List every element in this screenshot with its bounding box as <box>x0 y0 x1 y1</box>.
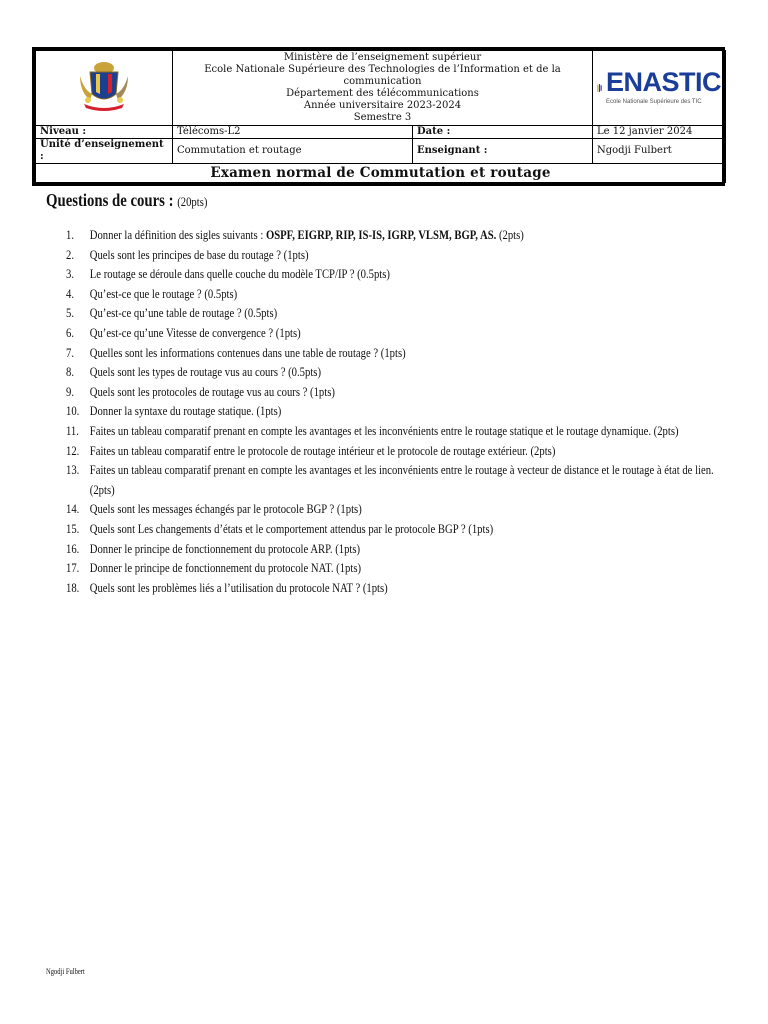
question-text: Faites un tableau comparatif prenant en compte les avantages et les inconvénients entre le routage statique et le routage dynamique. (2pts) <box>89 422 679 438</box>
question-number: 15. <box>66 520 80 536</box>
question-number: 18. <box>66 579 80 595</box>
question-number: 16. <box>66 540 80 556</box>
question-text: Faites un tableau comparatif entre le protocole de routage intérieur et le protocole de routage extérieur. (2pts) <box>89 442 556 458</box>
question-text: Quels sont les messages échangés par le protocole BGP ? (1pts) <box>89 501 362 517</box>
question-text: Quels sont les problèmes liés a l’utilisation du protocole NAT ? (1pts) <box>89 579 388 595</box>
list-item <box>66 421 714 441</box>
question-text: Faites un tableau comparatif prenant en compte les avantages et les inconvénients entre le routage à vecteur de distance et le routage à état de lien. (2pts) <box>89 462 714 497</box>
enastic-subtitle: Ecole Nationale Supérieure des TIC <box>605 98 702 105</box>
question-acronyms: OSPF, EIGRP, RIP, IS-IS, IGRP, VLSM, BGP, AS. <box>265 227 497 242</box>
list-item <box>66 539 714 559</box>
enastic-logo-cell <box>593 51 726 126</box>
question-text: Donner le principe de fonctionnement du protocole NAT. (1pts) <box>89 560 362 576</box>
enastic-mark-icon <box>597 72 602 104</box>
section-title-text: Questions de cours : <box>46 190 174 210</box>
section-points: (20pts) <box>177 194 208 209</box>
list-item <box>66 558 714 578</box>
footer-author: Ngodji Fulbert <box>46 967 85 976</box>
list-item <box>66 284 714 304</box>
question-number: 10. <box>66 403 80 419</box>
question-number: 14. <box>66 501 80 517</box>
list-item <box>66 441 714 461</box>
question-number: 4. <box>66 285 74 301</box>
list-item <box>66 519 714 539</box>
list-item <box>66 245 714 265</box>
question-number: 2. <box>66 246 74 262</box>
unite-value: Commutation et routage <box>173 139 413 164</box>
institution-block <box>173 51 593 126</box>
list-item <box>66 323 714 343</box>
section-title <box>46 190 207 211</box>
question-text: Qu’est-ce que le routage ? (0.5pts) <box>89 285 238 301</box>
question-text <box>90 225 714 245</box>
question-text: Le routage se déroule dans quelle couche du modèle TCP/IP ? (0.5pts) <box>89 266 390 282</box>
list-item <box>66 460 714 499</box>
list-item <box>66 401 714 421</box>
list-item <box>66 382 714 402</box>
question-text: Quels sont les protocoles de routage vus au cours ? (1pts) <box>89 383 335 399</box>
school-line-cont: communication <box>343 76 422 87</box>
enseignant-label: Enseignant : <box>413 139 593 164</box>
question-number: 5. <box>66 305 74 321</box>
question-number: 3. <box>66 266 74 282</box>
school-line: Ecole Nationale Supérieure des Technologies de l’Information et de la <box>204 64 561 75</box>
list-item <box>66 303 714 323</box>
semester-line: Semestre 3 <box>353 112 412 123</box>
question-text: Qu’est-ce qu’une Vitesse de convergence ? (1pts) <box>89 324 301 340</box>
date-label: Date : <box>413 126 593 139</box>
list-item <box>66 578 714 598</box>
list-item <box>66 362 714 382</box>
list-item <box>66 264 714 284</box>
question-number: 13. <box>66 462 80 478</box>
question-number: 1. <box>66 227 74 242</box>
list-item <box>66 499 714 519</box>
question-number: 6. <box>66 324 74 340</box>
question-text: Donner le principe de fonctionnement du protocole ARP. (1pts) <box>89 540 361 556</box>
coat-of-arms-cell <box>36 51 173 126</box>
unite-label: Unité d’enseignement : <box>36 139 173 164</box>
question-number: 11. <box>66 422 79 438</box>
question-number: 9. <box>66 383 74 399</box>
question-points: (2pts) <box>496 227 524 242</box>
question-text: Donner la syntaxe du routage statique. (1pts) <box>89 403 282 419</box>
question-number: 17. <box>66 560 80 576</box>
exam-title: Examen normal de Commutation et routage <box>36 164 726 183</box>
exam-header <box>32 47 725 186</box>
question-text: Quels sont les principes de base du routage ? (1pts) <box>89 246 309 262</box>
department-line: Département des télécommunications <box>286 88 479 99</box>
question-number: 7. <box>66 344 74 360</box>
academic-year-line: Année universitaire 2023-2024 <box>303 100 462 111</box>
ministry-line: Ministère de l’enseignement supérieur <box>283 52 482 63</box>
list-item <box>66 225 714 245</box>
question-list <box>66 225 714 597</box>
question-text: Quels sont Les changements d’états et le comportement attendus par le protocole BGP ? (1pts) <box>89 520 494 536</box>
enseignant-value: Ngodji Fulbert <box>593 139 726 164</box>
niveau-label: Niveau : <box>36 126 173 139</box>
list-item <box>66 343 714 363</box>
enastic-logo <box>597 66 721 108</box>
date-value: Le 12 janvier 2024 <box>593 126 726 139</box>
question-text: Quelles sont les informations contenues dans une table de routage ? (1pts) <box>89 344 406 360</box>
enastic-wordmark: ENASTIC <box>605 66 721 97</box>
coat-of-arms-logo <box>76 60 132 112</box>
question-text: Qu’est-ce qu’une table de routage ? (0.5pts) <box>89 305 278 321</box>
question-number: 12. <box>66 442 80 458</box>
question-number: 8. <box>66 364 74 380</box>
question-text-lead: Donner la définition des sigles suivants : <box>89 227 266 242</box>
question-text: Quels sont les types de routage vus au cours ? (0.5pts) <box>89 364 322 380</box>
niveau-value: Télécoms-L2 <box>173 126 413 139</box>
